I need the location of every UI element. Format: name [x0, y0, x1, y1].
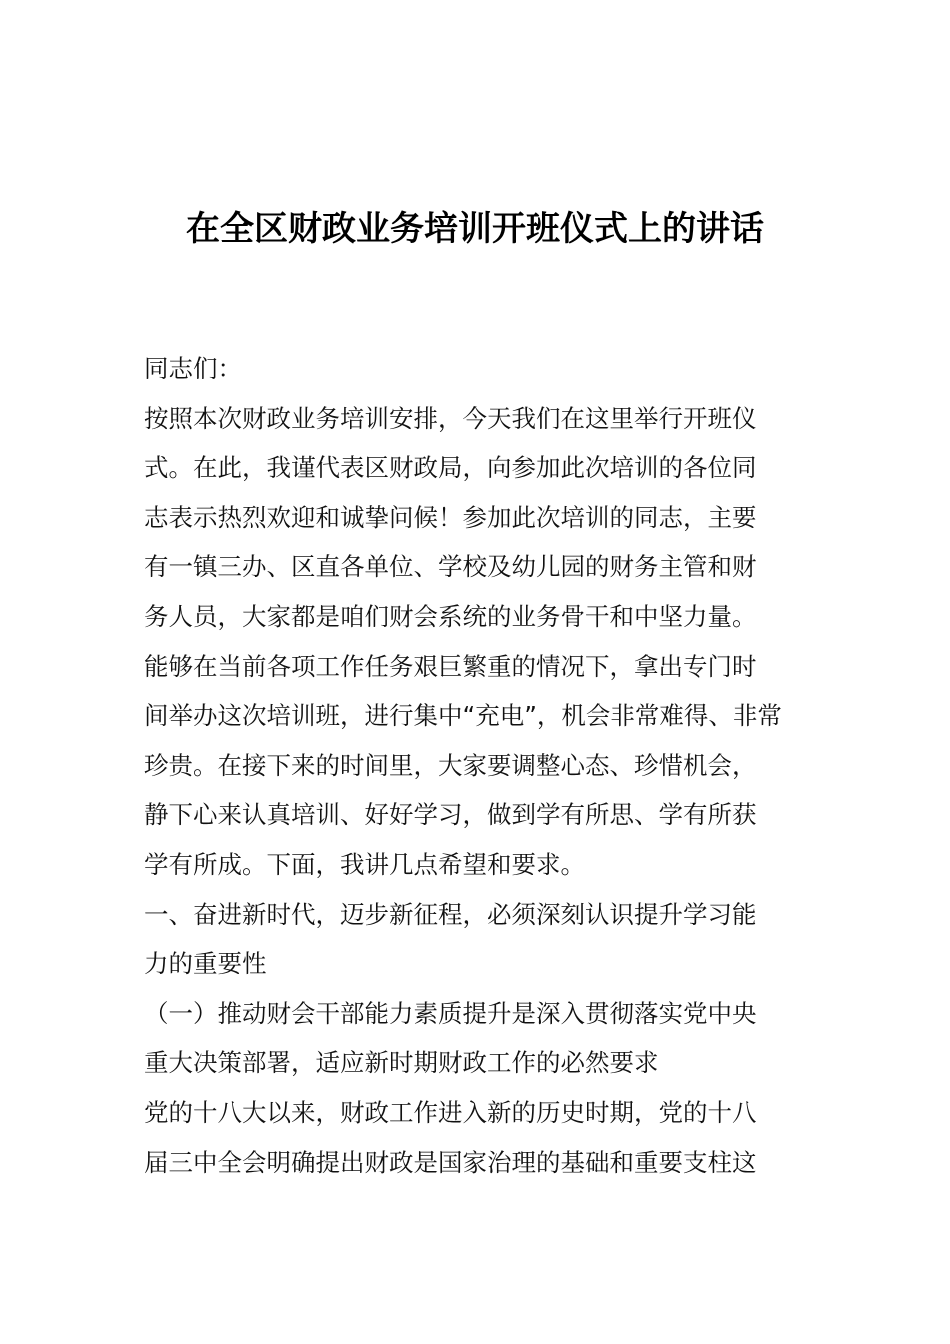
- body-line: 有一镇三办、区直各单位、学校及幼儿园的财务主管和财: [144, 552, 757, 582]
- body-line: 能够在当前各项工作任务艰巨繁重的情况下，拿出专门时: [144, 651, 757, 681]
- body-line: 静下心来认真培训、好好学习，做到学有所思、学有所获: [144, 800, 757, 830]
- document-body: [144, 344, 808, 1187]
- body-line: 同志们：: [144, 354, 242, 383]
- document-title: 在全区财政业务培训开班仪式上的讲话: [186, 209, 764, 249]
- subsection-heading-line: （一）推动财会干部能力素质提升是深入贯彻落实党中央: [144, 998, 757, 1028]
- body-line: 务人员，大家都是咱们财会系统的业务骨干和中坚力量。: [144, 601, 757, 631]
- body-line: 志表示热烈欢迎和诚挚问候！参加此次培训的同志，主要: [144, 502, 757, 532]
- subsection-heading-line: 重大决策部署，适应新时期财政工作的必然要求: [144, 1048, 659, 1078]
- body-line: 届三中全会明确提出财政是国家治理的基础和重要支柱这: [144, 1147, 757, 1177]
- body-line: 珍贵。在接下来的时间里，大家要调整心态、珍惜机会，: [144, 750, 757, 780]
- body-line: 学有所成。下面，我讲几点希望和要求。: [144, 849, 585, 879]
- section-heading-line: 力的重要性: [144, 949, 267, 979]
- section-heading-line: 一、奋进新时代，迈步新征程，必须深刻认识提升学习能: [144, 899, 757, 929]
- body-line: 党的十八大以来，财政工作进入新的历史时期，党的十八: [144, 1097, 757, 1127]
- body-line: 间举办这次培训班，进行集中“充电”，机会非常难得、非常: [144, 701, 782, 731]
- body-line: 按照本次财政业务培训安排，今天我们在这里举行开班仪: [144, 403, 757, 433]
- body-line: 式。在此，我谨代表区财政局，向参加此次培训的各位同: [144, 453, 757, 483]
